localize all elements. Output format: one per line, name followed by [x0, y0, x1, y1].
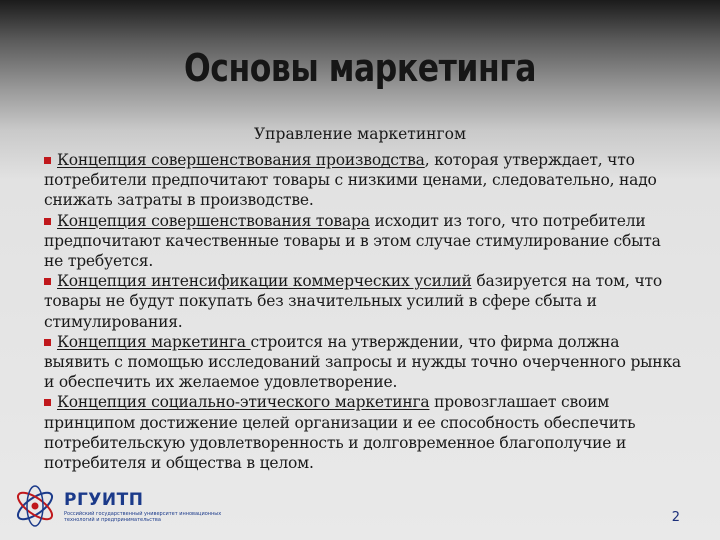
page-number: 2: [671, 510, 680, 525]
concept-term: Концепция интенсификации коммерческих усилий: [57, 272, 472, 291]
concept-text: , которая утверждает, что потребители предпочитают товары с низкими ценами, следовательно, надо снижать затраты в производстве.: [44, 151, 657, 210]
bullet-icon: [44, 157, 51, 164]
paragraph-3: [44, 271, 684, 332]
bullet-icon: [44, 339, 51, 346]
paragraph-1: [44, 150, 684, 211]
concept-text: исходит из того, что потребители предпочитают качественные товары и в этом случае стимулирование сбыта не требуется.: [44, 211, 661, 271]
concept-term: Концепция совершенствования производства: [57, 151, 425, 169]
slide-subtitle: Управление маркетингом: [253, 125, 467, 143]
logo-name: РГУИТП: [64, 490, 144, 510]
logo-subtitle: Российский государственный университет инновационных технологий и предпринимательства: [64, 511, 222, 523]
paragraph-4: [44, 332, 684, 393]
atom-logo-icon: [12, 480, 58, 532]
concept-text: строится на утверждении, что фирма должна выявить с помощью исследований запросы и нужды точно очерченного рынка и обеспечить их желаемое удовлетворение.: [44, 332, 681, 392]
paragraph-5: [44, 392, 684, 473]
slide-body: [44, 150, 684, 473]
concept-term: Концепция маркетинга: [57, 332, 251, 351]
concept-term: Концепция социально-этического маркетинга: [57, 393, 430, 412]
bullet-icon: [44, 218, 51, 225]
bullet-icon: [44, 399, 51, 406]
concept-term: Концепция совершенствования товара: [57, 211, 370, 230]
bullet-icon: [44, 278, 51, 285]
concept-text: базируется на том, что товары не будут покупать без значительных усилий в сфере сбыта и стимулирования.: [44, 272, 663, 331]
concept-text: провозглашает своим принципом достижение целей организации и ее способность обеспечить потребительскую удовлетворенность и долговременное благополучие и потребителя и общества в целом.: [44, 393, 636, 473]
slide-title: Основы маркетинга: [184, 46, 536, 90]
paragraph-2: [44, 211, 684, 272]
university-logo: [12, 478, 222, 538]
